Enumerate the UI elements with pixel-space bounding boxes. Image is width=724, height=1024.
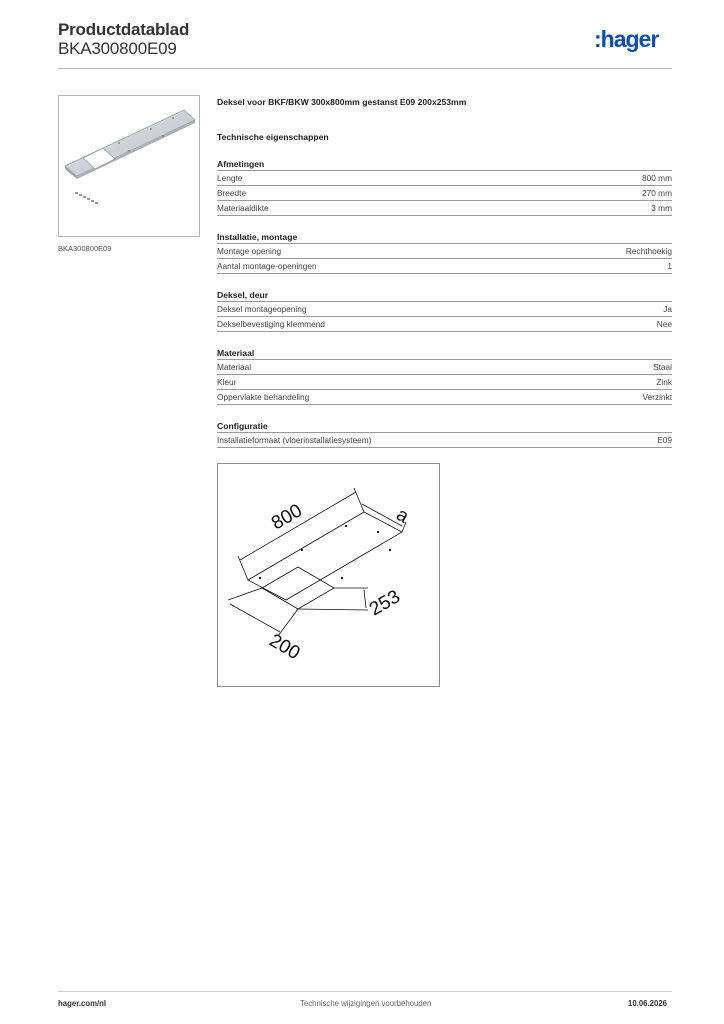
product-name: Deksel voor BKF/BKW 300x800mm gestanst E09 200x253mm: [217, 97, 467, 107]
page-title: Productdatablad: [58, 20, 190, 39]
technical-drawing: [218, 464, 439, 686]
spec-row: [217, 259, 672, 274]
spec-label: Dekselbevestiging klemmend: [217, 319, 325, 329]
spec-label: Materiaaldikte: [217, 203, 269, 213]
dim-cutout-width-label: 200: [265, 630, 304, 665]
spec-row: [217, 186, 672, 201]
spec-value: Staal: [653, 362, 672, 372]
spec-row: [217, 375, 672, 390]
section-title: Installatie, montage: [217, 230, 672, 244]
dim-length-label: 800: [268, 500, 306, 535]
spec-value: Nee: [656, 319, 672, 329]
section-title: Deksel, deur: [217, 288, 672, 302]
spec-row: [217, 390, 672, 405]
section-configuratie: [217, 419, 672, 448]
spec-value: 800 mm: [642, 173, 672, 183]
spec-value: 3 mm: [651, 203, 672, 213]
tech-heading: Technische eigenschappen: [217, 132, 329, 142]
spec-label: Aantal montage-openingen: [217, 261, 317, 271]
spec-row: [217, 244, 672, 259]
section-title: Afmetingen: [217, 157, 672, 171]
spec-label: Installatieformaat (vloerinstallatiesysteem): [217, 435, 372, 445]
spec-value: 270 mm: [642, 188, 672, 198]
section-afmetingen: [217, 157, 672, 216]
footer-date: 10.06.2026: [628, 999, 668, 1008]
dimension-drawing: [217, 463, 440, 687]
spec-row: [217, 302, 672, 317]
product-thumbnail: [58, 95, 200, 237]
section-title: Configuratie: [217, 419, 672, 433]
spec-label: Deksel montageopening: [217, 304, 307, 314]
header-divider: [58, 68, 672, 69]
footer-notice: Technische wijzigingen voorbehouden: [300, 999, 432, 1008]
logo-text: hager: [600, 26, 659, 52]
thumbnail-caption: BKA300800E09: [58, 244, 112, 253]
spec-value: Rechthoekig: [625, 246, 672, 256]
spec-value: E09: [657, 435, 672, 445]
spec-value: 1: [667, 261, 672, 271]
section-title: Materiaal: [217, 346, 672, 360]
cutout-outline: [262, 567, 334, 609]
spec-value: Verzinkt: [642, 392, 672, 402]
spec-label: Montage opening: [217, 246, 282, 256]
spec-label: Breedte: [217, 188, 247, 198]
section-deksel: [217, 288, 672, 332]
plate-outline: [248, 512, 402, 600]
footer-divider: [58, 991, 672, 992]
screws-icon: [75, 192, 98, 204]
product-content: [217, 95, 672, 476]
spec-label: Kleur: [217, 377, 237, 387]
spec-row: [217, 317, 672, 332]
spec-label: Lengte: [217, 173, 243, 183]
spec-label: Materiaal: [217, 362, 252, 372]
spec-row: [217, 360, 672, 375]
logo-mark-icon: :: [594, 26, 601, 52]
spec-row: [217, 201, 672, 216]
section-installatie: [217, 230, 672, 274]
dim-width-label: a: [392, 504, 413, 528]
section-materiaal: [217, 346, 672, 405]
dim-cutout-length-label: 253: [366, 586, 404, 621]
spec-value: Zink: [656, 377, 672, 387]
spec-row: [217, 433, 672, 448]
footer-website-link[interactable]: hager.com/nl: [58, 999, 107, 1008]
article-number: BKA300800E09: [58, 39, 177, 58]
spec-label: Oppervlakte behandeling: [217, 392, 310, 402]
spec-row: [217, 171, 672, 186]
hager-logo: [594, 26, 658, 53]
spec-value: Ja: [663, 304, 672, 314]
cover-plate-photo: [59, 96, 199, 236]
